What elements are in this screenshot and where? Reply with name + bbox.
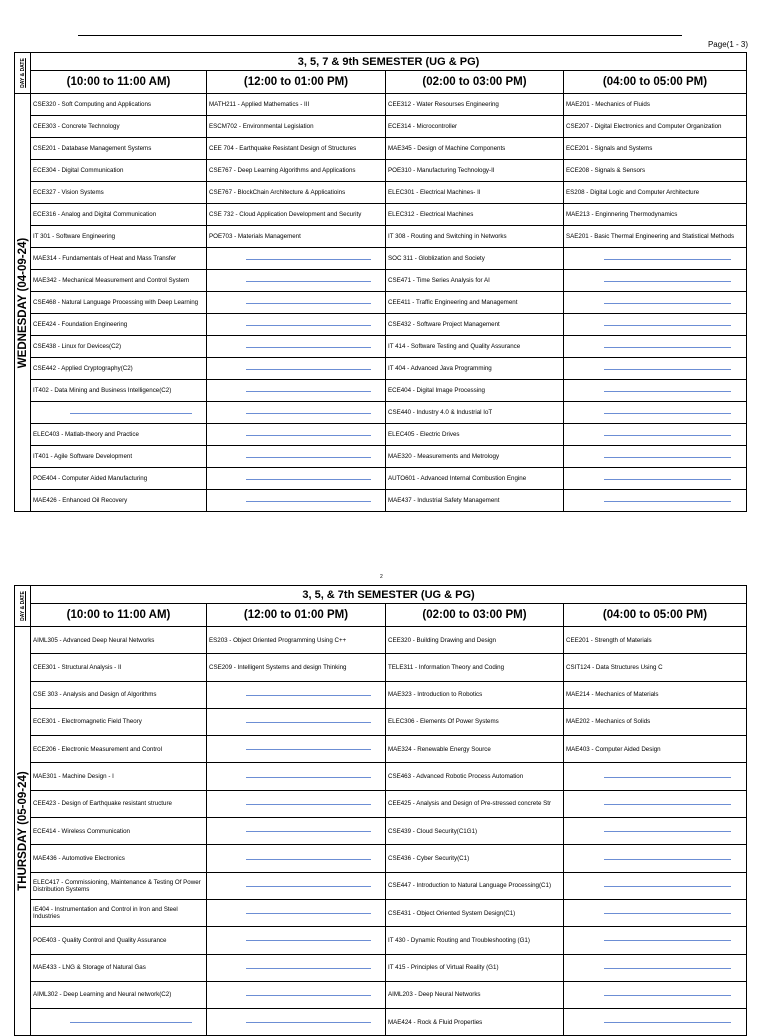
course-cell: MAE426 - Enhanced Oil Recovery <box>31 490 207 512</box>
blank-line <box>604 831 731 832</box>
blank-line <box>604 479 731 480</box>
blank-cell <box>31 1009 207 1036</box>
blank-cell <box>207 270 386 292</box>
semester-title: 3, 5, & 7th SEMESTER (UG & PG) <box>31 586 747 604</box>
course-cell: ECE208 - Signals & Sensors <box>564 160 747 182</box>
course-cell: MAE323 - Introduction to Robotics <box>386 681 564 708</box>
table-row <box>15 204 747 226</box>
course-cell: MAE324 - Renewable Energy Source <box>386 736 564 763</box>
blank-cell <box>207 899 386 926</box>
table-row <box>15 845 747 872</box>
course-cell: CEE201 - Strength of Materials <box>564 627 747 654</box>
blank-line <box>246 347 371 348</box>
blank-line <box>604 347 731 348</box>
blank-line <box>246 695 371 696</box>
course-cell: IT 430 - Dynamic Routing and Troubleshooting (G1) <box>386 927 564 954</box>
blank-cell <box>564 927 747 954</box>
blank-line <box>604 777 731 778</box>
slot-header: (10:00 to 11:00 AM) <box>31 71 207 94</box>
blank-line <box>246 435 371 436</box>
blank-line <box>604 325 731 326</box>
blank-line <box>246 913 371 914</box>
slot-header: (04:00 to 05:00 PM) <box>564 71 747 94</box>
course-cell: ELEC312 - Electrical Machines <box>386 204 564 226</box>
blank-line <box>246 281 371 282</box>
blank-cell <box>564 292 747 314</box>
course-cell: AUTO601 - Advanced Internal Combustion Engine <box>386 468 564 490</box>
course-cell: MAE403 - Computer Aided Design <box>564 736 747 763</box>
blank-line <box>246 413 371 414</box>
table-row <box>15 446 747 468</box>
course-cell: MAE320 - Measurements and Metrology <box>386 446 564 468</box>
blank-cell <box>207 292 386 314</box>
course-cell: CEE312 - Water Resourses Engineering <box>386 94 564 116</box>
table-row <box>15 248 747 270</box>
table-row <box>15 490 747 512</box>
course-cell: CEE301 - Structural Analysis - II <box>31 654 207 681</box>
course-cell: MAE345 - Design of Machine Components <box>386 138 564 160</box>
course-cell: CEE303 - Concrete Technology <box>31 116 207 138</box>
course-cell: SAE201 - Basic Thermal Engineering and Statistical Methods <box>564 226 747 248</box>
course-cell: MAE424 - Rock & Fluid Properties <box>386 1009 564 1036</box>
blank-cell <box>564 1009 747 1036</box>
blank-line <box>246 479 371 480</box>
course-cell: CSE320 - Soft Computing and Applications <box>31 94 207 116</box>
course-cell: MAE437 - Industrial Safety Management <box>386 490 564 512</box>
blank-line <box>604 804 731 805</box>
course-cell: IE404 - Instrumentation and Control in Iron and Steel Industries <box>31 899 207 926</box>
blank-line <box>246 831 371 832</box>
course-cell: ES208 - Digital Logic and Computer Architecture <box>564 182 747 204</box>
course-cell: CSE431 - Object Oriented System Design(C1) <box>386 899 564 926</box>
thursday-timetable <box>14 585 746 1036</box>
day-date-header: DAY & DATE <box>15 53 31 94</box>
course-cell: ECE316 - Analog and Digital Communication <box>31 204 207 226</box>
course-cell: ECE327 - Vision Systems <box>31 182 207 204</box>
course-cell: CSE767 - Deep Learning Algorithms and Applications <box>207 160 386 182</box>
course-cell: CSE436 - Cyber Security(C1) <box>386 845 564 872</box>
blank-line <box>604 457 731 458</box>
table-row <box>15 708 747 735</box>
course-cell: CEE425 - Analysis and Design of Pre-stressed concrete Str <box>386 790 564 817</box>
course-cell: ECE304 - Digital Communication <box>31 160 207 182</box>
course-cell: IT 415 - Principles of Virtual Reality (G1) <box>386 954 564 981</box>
blank-line <box>604 1022 731 1023</box>
blank-cell <box>564 248 747 270</box>
blank-cell <box>564 845 747 872</box>
course-cell: MAE433 - LNG & Storage of Natural Gas <box>31 954 207 981</box>
blank-line <box>604 303 731 304</box>
blank-cell <box>564 899 747 926</box>
table-row <box>15 270 747 292</box>
blank-cell <box>207 248 386 270</box>
blank-line <box>604 940 731 941</box>
semester-title: 3, 5, 7 & 9th SEMESTER (UG & PG) <box>31 53 747 71</box>
table-row <box>15 182 747 204</box>
blank-line <box>604 886 731 887</box>
table-row <box>15 899 747 926</box>
blank-line <box>246 804 371 805</box>
blank-line <box>70 413 193 414</box>
table-row <box>15 402 747 424</box>
blank-line <box>246 749 371 750</box>
course-cell: IT 308 - Routing and Switching in Networks <box>386 226 564 248</box>
course-cell: IT 301 - Software Engineering <box>31 226 207 248</box>
table-row <box>15 116 747 138</box>
course-cell: CSE463 - Advanced Robotic Process Automation <box>386 763 564 790</box>
timetable-table <box>14 52 747 512</box>
table-row <box>15 981 747 1008</box>
course-cell: MAE202 - Mechanics of Solids <box>564 708 747 735</box>
blank-line <box>246 1022 371 1023</box>
table-row <box>15 292 747 314</box>
blank-cell <box>207 446 386 468</box>
blank-line <box>604 968 731 969</box>
course-cell: MAE301 - Machine Design - I <box>31 763 207 790</box>
course-cell: ECE314 - Microcontroller <box>386 116 564 138</box>
table-row <box>15 681 747 708</box>
table-row <box>15 954 747 981</box>
blank-cell <box>207 1009 386 1036</box>
table-row <box>15 314 747 336</box>
blank-cell <box>564 954 747 981</box>
table-row <box>15 654 747 681</box>
slot-header: (12:00 to 01:00 PM) <box>207 604 386 627</box>
course-cell: POE403 - Quality Control and Quality Assurance <box>31 927 207 954</box>
blank-cell <box>207 490 386 512</box>
table-row <box>15 160 747 182</box>
blank-cell <box>207 336 386 358</box>
blank-cell <box>207 927 386 954</box>
blank-cell <box>207 954 386 981</box>
course-cell: CSE447 - Introduction to Natural Language Processing(C1) <box>386 872 564 899</box>
blank-line <box>604 859 731 860</box>
blank-cell <box>564 446 747 468</box>
course-cell: IT 404 - Advanced Java Programming <box>386 358 564 380</box>
blank-cell <box>564 336 747 358</box>
course-cell: ELEC301 - Electrical Machines- II <box>386 182 564 204</box>
blank-cell <box>207 314 386 336</box>
blank-cell <box>207 424 386 446</box>
course-cell: MAE436 - Automotive Electronics <box>31 845 207 872</box>
course-cell: ECE301 - Electromagnetic Field Theory <box>31 708 207 735</box>
page-number: Page(1 - 3) <box>707 40 748 49</box>
course-cell: ECE414 - Wireless Communication <box>31 818 207 845</box>
blank-cell <box>564 424 747 446</box>
course-cell: CEE423 - Design of Earthquake resistant structure <box>31 790 207 817</box>
course-cell: CSE442 - Applied Cryptography(C2) <box>31 358 207 380</box>
course-cell: CSE471 - Time Series Analysis for AI <box>386 270 564 292</box>
course-cell: CEE 704 - Earthquake Resistant Design of Structures <box>207 138 386 160</box>
slot-header: (04:00 to 05:00 PM) <box>564 604 747 627</box>
blank-line <box>246 391 371 392</box>
course-cell: AIML203 - Deep Neural Networks <box>386 981 564 1008</box>
table-row <box>15 468 747 490</box>
table-row <box>15 226 747 248</box>
blank-line <box>604 259 731 260</box>
blank-cell <box>31 402 207 424</box>
table-row <box>15 763 747 790</box>
course-cell: CSIT124 - Data Structures Using C <box>564 654 747 681</box>
course-cell: CSE 303 - Analysis and Design of Algorithms <box>31 681 207 708</box>
table-row <box>15 1009 747 1036</box>
blank-cell <box>564 818 747 845</box>
course-cell: ELEC417 - Commissioning, Maintenance & Testing Of Power Distribution Systems <box>31 872 207 899</box>
blank-line <box>246 259 371 260</box>
slot-header: (12:00 to 01:00 PM) <box>207 71 386 94</box>
course-cell: ELEC405 - Electric Drives <box>386 424 564 446</box>
course-cell: MAE342 - Mechanical Measurement and Control System <box>31 270 207 292</box>
blank-line <box>604 913 731 914</box>
course-cell: MAE201 - Mechanics of Fluids <box>564 94 747 116</box>
course-cell: POE310 - Manufacturing Technology-II <box>386 160 564 182</box>
blank-line <box>246 303 371 304</box>
day-date-header: DAY & DATE <box>15 586 31 627</box>
course-cell: MAE213 - Enginnering Thermodynamics <box>564 204 747 226</box>
blank-cell <box>564 402 747 424</box>
course-cell: CSE207 - Digital Electronics and Computer Organization <box>564 116 747 138</box>
blank-line <box>246 995 371 996</box>
course-cell: SOC 311 - Globlization and Society <box>386 248 564 270</box>
course-cell: CSE 732 - Cloud Application Development and Security <box>207 204 386 226</box>
blank-line <box>246 457 371 458</box>
blank-line <box>246 940 371 941</box>
table-row <box>15 138 747 160</box>
course-cell: CSE201 - Database Management Systems <box>31 138 207 160</box>
blank-line <box>604 369 731 370</box>
blank-cell <box>564 358 747 380</box>
course-cell: AIML302 - Deep Learning and Neural network(C2) <box>31 981 207 1008</box>
course-cell: CSE440 - Industry 4.0 & Industrial IoT <box>386 402 564 424</box>
course-cell: ELEC306 - Elements Of Power Systems <box>386 708 564 735</box>
table-row <box>15 424 747 446</box>
blank-cell <box>564 763 747 790</box>
blank-cell <box>564 468 747 490</box>
blank-cell <box>207 790 386 817</box>
header-rule <box>78 35 682 36</box>
course-cell: CSE439 - Cloud Security(C1G1) <box>386 818 564 845</box>
slot-header: (02:00 to 03:00 PM) <box>386 71 564 94</box>
blank-line <box>604 995 731 996</box>
blank-cell <box>207 468 386 490</box>
blank-cell <box>564 380 747 402</box>
blank-cell <box>207 872 386 899</box>
blank-cell <box>564 790 747 817</box>
course-cell: CSE432 - Software Project Management <box>386 314 564 336</box>
table-row <box>15 872 747 899</box>
table-row <box>15 627 747 654</box>
blank-cell <box>207 736 386 763</box>
course-cell: IT 414 - Software Testing and Quality Assurance <box>386 336 564 358</box>
blank-line <box>604 413 731 414</box>
blank-cell <box>207 380 386 402</box>
blank-line <box>246 325 371 326</box>
table-row <box>15 790 747 817</box>
table-row <box>15 736 747 763</box>
blank-line <box>70 1022 193 1023</box>
blank-cell <box>207 358 386 380</box>
course-cell: TELE311 - Information Theory and Coding <box>386 654 564 681</box>
course-cell: MATH211 - Applied Mathematics - III <box>207 94 386 116</box>
course-cell: POE404 - Computer Aided Manufacturing <box>31 468 207 490</box>
table-row <box>15 380 747 402</box>
table-row <box>15 336 747 358</box>
course-cell: ECE404 - Digital Image Processing <box>386 380 564 402</box>
course-cell: ES203 - Object Oriented Programming Using C++ <box>207 627 386 654</box>
course-cell: CSE438 - Linux for Devices(C2) <box>31 336 207 358</box>
course-cell: MAE314 - Fundamentals of Heat and Mass Transfer <box>31 248 207 270</box>
blank-cell <box>207 818 386 845</box>
course-cell: CSE767 - BlockChain Architecture & Applicatioins <box>207 182 386 204</box>
course-cell: AIML305 - Advanced Deep Neural Networks <box>31 627 207 654</box>
blank-cell <box>564 314 747 336</box>
course-cell: ESCM702 - Environmental Legislation <box>207 116 386 138</box>
table-row <box>15 927 747 954</box>
blank-cell <box>564 872 747 899</box>
blank-line <box>604 281 731 282</box>
blank-line <box>246 501 371 502</box>
blank-line <box>604 435 731 436</box>
course-cell: ECE201 - Signals and Systems <box>564 138 747 160</box>
timetable-table <box>14 585 747 1036</box>
course-cell: IT402 - Data Mining and Business Intelligence(C2) <box>31 380 207 402</box>
blank-line <box>604 501 731 502</box>
course-cell: CEE424 - Foundation Engineering <box>31 314 207 336</box>
blank-line <box>246 777 371 778</box>
blank-cell <box>207 402 386 424</box>
course-cell: CEE411 - Traffic Engineering and Management <box>386 292 564 314</box>
blank-cell <box>564 490 747 512</box>
table-row <box>15 818 747 845</box>
blank-line <box>604 391 731 392</box>
blank-cell <box>207 708 386 735</box>
page-separator-mark: 2 <box>380 574 383 580</box>
course-cell: CSE468 - Natural Language Processing with Deep Learning <box>31 292 207 314</box>
course-cell: CSE209 - Intelligent Systems and design Thinking <box>207 654 386 681</box>
blank-cell <box>207 681 386 708</box>
day-label: WEDNESDAY (04-09-24) <box>15 94 31 512</box>
blank-line <box>246 886 371 887</box>
wednesday-timetable <box>14 52 746 512</box>
course-cell: POE703 - Materials Management <box>207 226 386 248</box>
table-row <box>15 358 747 380</box>
blank-line <box>246 968 371 969</box>
blank-line <box>246 722 371 723</box>
blank-line <box>246 859 371 860</box>
course-cell: IT401 - Agile Software Development <box>31 446 207 468</box>
slot-header: (10:00 to 11:00 AM) <box>31 604 207 627</box>
blank-cell <box>564 270 747 292</box>
blank-cell <box>207 981 386 1008</box>
course-cell: CEE320 - Building Drawing and Design <box>386 627 564 654</box>
blank-cell <box>207 845 386 872</box>
course-cell: MAE214 - Mechanics of Materials <box>564 681 747 708</box>
blank-line <box>246 369 371 370</box>
day-label: THURSDAY (05-09-24) <box>15 627 31 1036</box>
table-row <box>15 94 747 116</box>
slot-header: (02:00 to 03:00 PM) <box>386 604 564 627</box>
blank-cell <box>564 981 747 1008</box>
blank-cell <box>207 763 386 790</box>
course-cell: ECE206 - Electronic Measurement and Control <box>31 736 207 763</box>
course-cell: ELEC403 - Matlab-theory and Practice <box>31 424 207 446</box>
